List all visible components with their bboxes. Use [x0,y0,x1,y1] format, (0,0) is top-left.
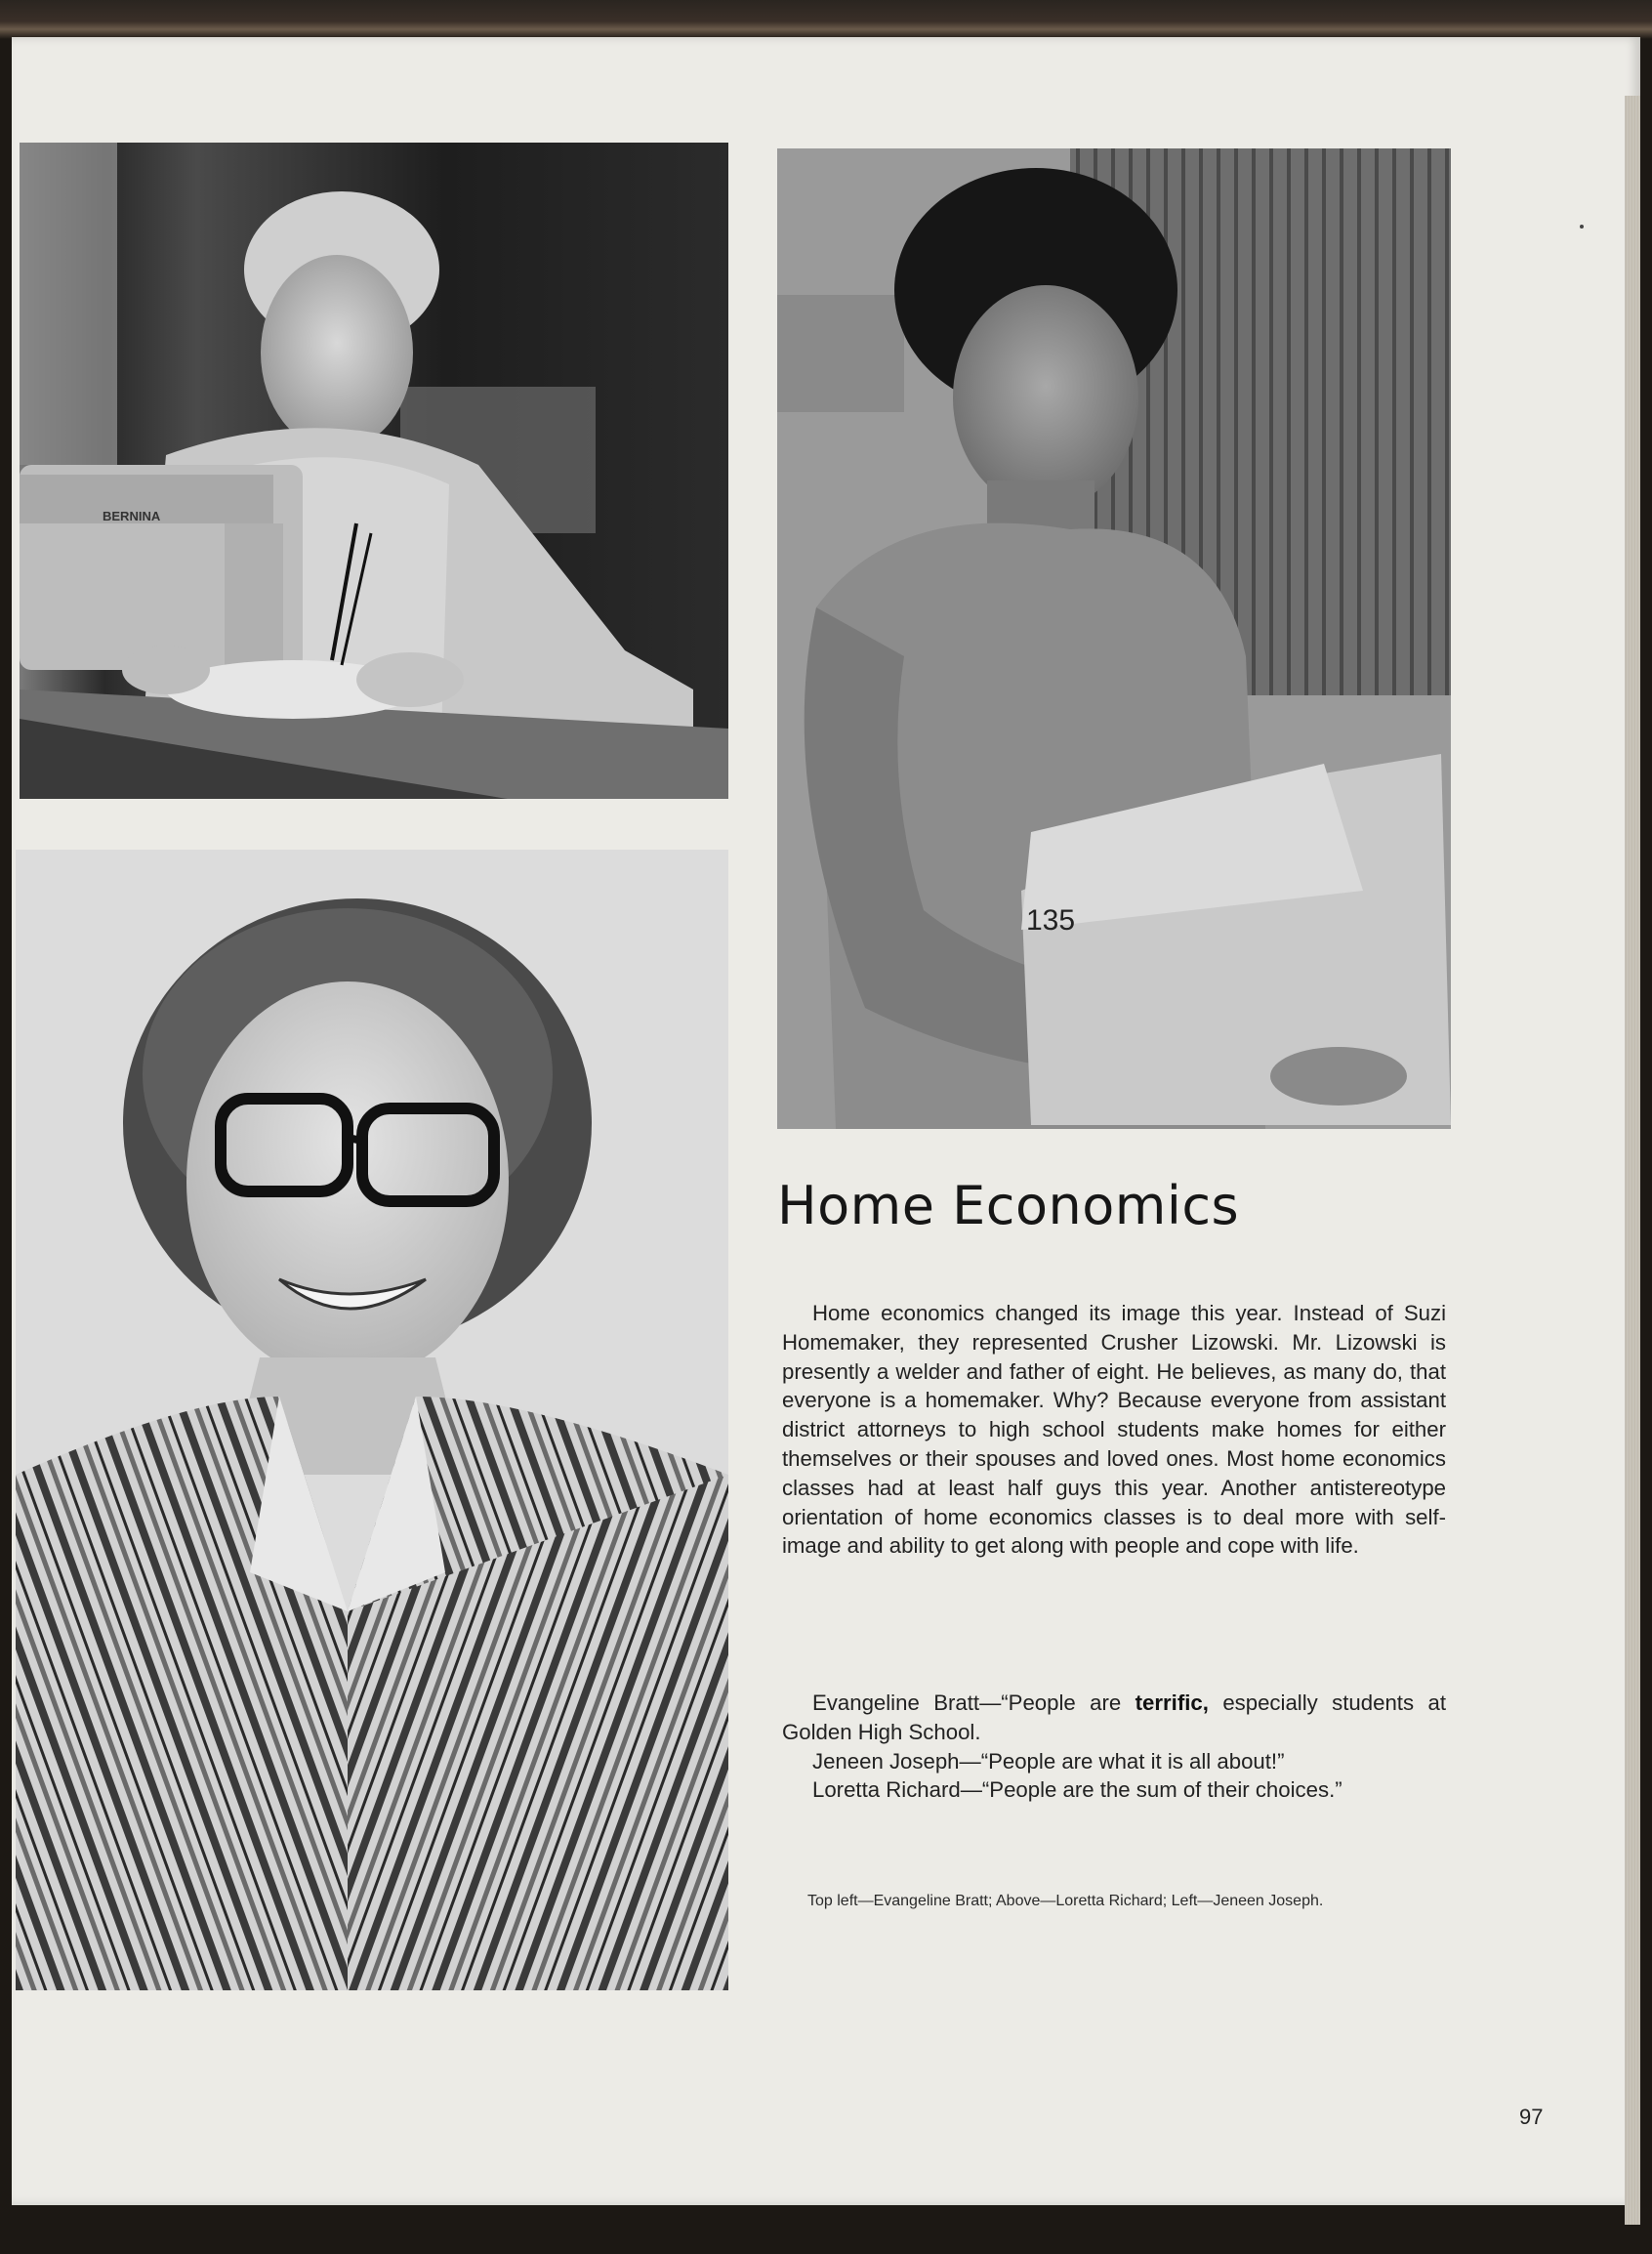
article-paragraph: Home economics changed its image this year. Instead of Suzi Homemaker, they represented Crusher Lizowski. Mr. Lizowski is presently a welder and father of eight. He believes, as many do, that everyone is a homemaker. Why? Because everyone from assistant district attorneys to high school students make homes for either themselves or their spouses and loved ones. Most home economics classes had at least half guys this year. Another antistereotype orientation of home economics classes is to deal more with self-image and ability to get along with people and cope with life. [782,1301,1446,1559]
photo-glasses-graphic [16,850,728,1990]
quote-richard [782,1775,1446,1805]
photo-sewing-graphic [20,143,728,799]
photo-box-teacher [777,148,1451,1129]
quote-bratt-end: especially students at Golden High School. [782,1690,1446,1744]
quote-bratt-emphasis: terrific, [1135,1690,1209,1715]
machine-label: BERNINA [103,509,161,523]
photo-sewing-teacher [20,143,728,799]
page-speck [1580,225,1584,229]
page-number: 97 [1519,2105,1544,2129]
teacher-quotes [782,1689,1446,1805]
photo-glasses-teacher [16,850,728,1990]
quote-joseph-text: Jeneen Joseph—“People are what it is all about!” [812,1748,1285,1774]
article-body [782,1299,1446,1561]
photo-caption [782,1890,1446,1912]
quote-bratt-start: Evangeline Bratt—“People are [812,1690,1136,1715]
quote-bratt [782,1689,1446,1747]
photo-box-graphic [777,148,1451,1129]
photo-caption-text: Top left—Evangeline Bratt; Above—Loretta Richard; Left—Jeneen Joseph. [807,1893,1324,1909]
page-edge [1625,96,1640,2225]
quote-joseph [782,1747,1446,1776]
quote-richard-text: Loretta Richard—“People are the sum of their choices.” [812,1777,1342,1803]
article-heading: Home Economics [777,1175,1240,1236]
box-label: 135 [1026,904,1076,937]
